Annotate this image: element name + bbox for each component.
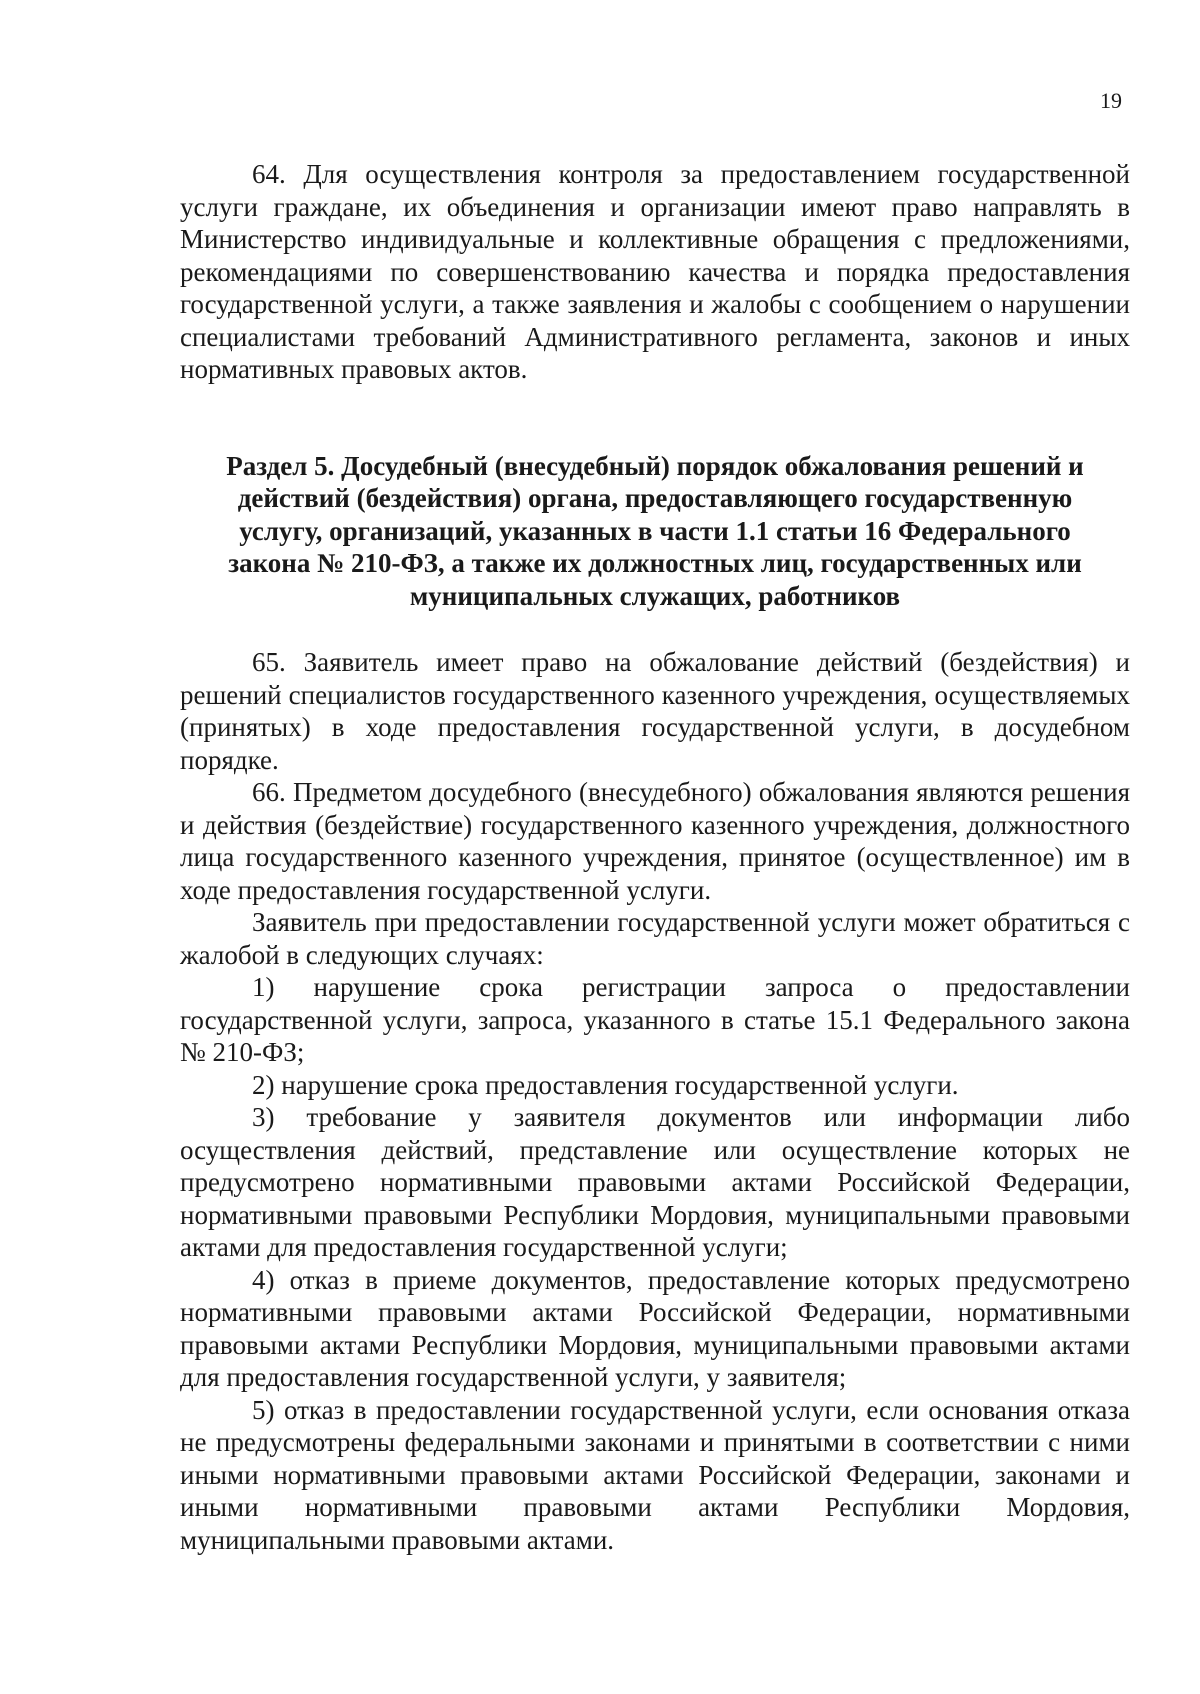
- paragraph-64: 64. Для осуществления контроля за предоставлением государственной услуги граждане, их объединения и организации имеют право направлять в Министерство индивидуальные и коллективные обращения с предложениями, рекомендациями по совершенствованию качества и порядка предоставления государственной услуги, а также заявления и жалобы с сообщением о нарушении специалистами требований Административного регламента, законов и иных нормативных правовых актов.: [180, 159, 1130, 384]
- page-number: 19: [1100, 88, 1122, 113]
- document-body: [180, 158, 1130, 1556]
- paragraph-66: 66. Предметом досудебного (внесудебного) обжалования являются решения и действия (бездействие) государственного казенного учреждения, должностного лица государственного казенного учреждения, принятое (осуществленное) им в ходе предоставления государственной услуги.: [180, 777, 1130, 905]
- heading-line: действий (бездействия) органа, предоставляющего государственную: [237, 483, 1073, 513]
- section-5-body: [180, 646, 1130, 1556]
- heading-line: Раздел 5. Досудебный (внесудебный) порядок обжалования решений и: [226, 450, 1084, 481]
- complaint-intro: Заявитель при предоставлении государственной услуги может обратиться с жалобой в следующих случаях:: [180, 907, 1130, 970]
- list-item-2: 2) нарушение срока предоставления государственной услуги.: [252, 1069, 959, 1100]
- section-5-heading: [180, 450, 1130, 613]
- list-item-5: 5) отказ в предоставлении государственной услуги, если основания отказа не предусмотрены федеральными законами и принятыми в соответствии с ними иными нормативными правовыми актами Российской Федерации, законами и иными нормативными правовыми актами Республики Мордовия, муниципальными правовыми актами.: [180, 1394, 1130, 1555]
- heading-line: муниципальных служащих, работников: [409, 580, 901, 611]
- list-item-3: 3) требование у заявителя документов или информации либо осуществления действий, представление или осуществление которых не предусмотрено нормативными правовыми актами Российской Федерации, нормативными правовыми Республики Мордовия, муниципальными правовыми актами для предоставления государственной услуги;: [180, 1102, 1130, 1262]
- paragraph-65: 65. Заявитель имеет право на обжалование действий (бездействия) и решений специалистов государственного казенного учреждения, осуществляемых (принятых) в ходе предоставления государственной услуги, в досудебном порядке.: [180, 647, 1130, 775]
- heading-line: услугу, организаций, указанных в части 1.1 статьи 16 Федерального: [239, 515, 1071, 546]
- heading-line: закона № 210-ФЗ, а также их должностных лиц, государственных или: [228, 548, 1082, 578]
- list-item-4: 4) отказ в приеме документов, предоставление которых предусмотрено нормативными правовыми актами Российской Федерации, нормативными правовыми актами Республики Мордовия, муниципальными правовыми актами для предоставления государственной услуги, у заявителя;: [180, 1264, 1130, 1392]
- section-5: [180, 450, 1130, 1557]
- list-item-1: 1) нарушение срока регистрации запроса о предоставлении государственной услуги, запроса, указанного в статье 15.1 Федерального закона № 210-ФЗ;: [180, 972, 1130, 1067]
